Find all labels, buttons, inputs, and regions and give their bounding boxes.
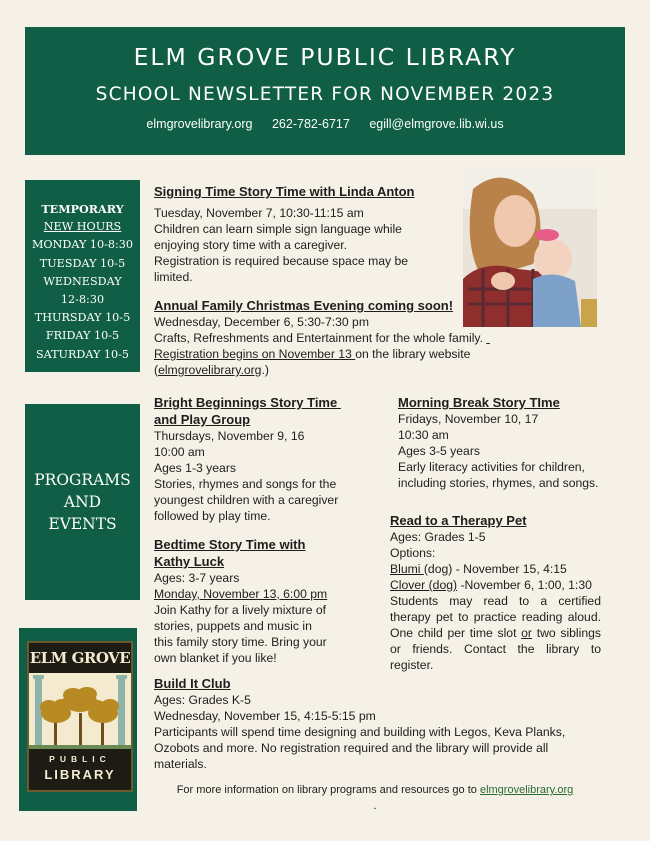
library-title: ELM GROVE PUBLIC LIBRARY <box>133 43 517 71</box>
logo-public-text: PUBLIC <box>49 754 111 764</box>
title-line: Bedtime Story Time with <box>154 537 306 552</box>
body-line: Options: <box>390 546 436 560</box>
website-text[interactable]: elmgrovelibrary.org <box>146 117 253 131</box>
body-line: limited. <box>154 270 193 284</box>
body-line: Ozobots and more. No registration required and the library will provide all <box>154 741 549 755</box>
body-line: Ages 1-3 years <box>154 461 236 475</box>
footer-text: For more information on library programs and resources go to <box>176 784 480 796</box>
therapy-pet-title: Read to a Therapy Pet <box>390 513 527 528</box>
body-line: Monday, November 13, 6:00 pm <box>154 587 328 601</box>
body-text: or <box>521 626 532 640</box>
clover-name: Clover (dog) <box>390 578 458 592</box>
hours-line: 12-8:30 <box>60 293 105 307</box>
footer-website-link[interactable]: elmgrovelibrary.org <box>479 784 574 796</box>
body-line: including stories, rhymes, and songs. <box>398 476 599 490</box>
christmas-body <box>154 314 534 378</box>
bedtime-section <box>154 536 374 666</box>
body-line <box>154 330 534 346</box>
body-text: ( <box>154 363 159 377</box>
tree-icon <box>29 673 131 749</box>
body-text: .) <box>261 363 269 377</box>
hours-line: TUESDAY 10-5 <box>39 256 126 270</box>
hours-line: THURSDAY 10-5 <box>34 311 131 325</box>
bedtime-title <box>154 536 374 570</box>
email-text[interactable]: egill@elmgrove.lib.wi.us <box>369 117 504 131</box>
body-line: 10:00 am <box>154 445 205 459</box>
programs-label-line: AND <box>63 493 102 511</box>
body-line: Students may read to a certified <box>390 594 601 608</box>
build-it-section <box>154 675 614 772</box>
body-line <box>154 362 534 378</box>
body-text: One child per time slot <box>390 626 522 640</box>
body-line: therapy pet to practice reading aloud. <box>390 610 601 624</box>
therapy-pet-body <box>390 529 601 673</box>
body-line <box>154 346 534 362</box>
body-line: 10:30 am <box>398 428 449 442</box>
logo-library-text: LIBRARY <box>44 767 116 782</box>
logo-top-text: ELM GROVE <box>29 643 131 673</box>
bright-beginnings-section <box>154 394 374 524</box>
body-line: own blanket if you like! <box>154 651 277 665</box>
body-line: enjoying story time with a caregiver. <box>154 238 348 252</box>
morning-break-section <box>398 394 618 491</box>
footer-line <box>150 783 600 797</box>
signing-time-section <box>154 183 454 285</box>
title-line: Bright Beginnings Story Time <box>154 395 341 410</box>
logo-bottom <box>29 749 131 790</box>
library-logo <box>19 628 137 811</box>
website-link[interactable]: elmgrovelibrary.org <box>158 363 262 377</box>
signing-time-title: Signing Time Story Time with Linda Anton <box>154 184 415 199</box>
body-line <box>390 625 601 641</box>
body-line: Ages: 3-7 years <box>154 571 240 585</box>
title-line: Kathy Luck <box>154 554 225 569</box>
body-line: Stories, rhymes and songs for the <box>154 477 337 491</box>
title-line: and Play Group <box>154 412 251 427</box>
body-text: -November 6, 1:00, 1:30 <box>457 578 592 592</box>
programs-label-line: EVENTS <box>48 515 117 533</box>
footer <box>150 783 600 813</box>
body-line: or friends. Contact the library to <box>390 642 601 656</box>
body-line: Children can learn simple sign language while <box>154 222 402 236</box>
body-line <box>390 561 601 577</box>
blumi-name: Blumi <box>390 562 424 576</box>
header-banner <box>25 27 625 155</box>
body-line <box>390 577 601 593</box>
body-line: youngest children with a caregiver <box>154 493 339 507</box>
hours-line: FRIDAY 10-5 <box>45 329 120 343</box>
body-line: Thursdays, November 9, 16 <box>154 429 305 443</box>
body-line: Ages: Grades 1-5 <box>390 530 486 544</box>
newsletter-subtitle: SCHOOL NEWSLETTER FOR NOVEMBER 2023 <box>95 84 555 105</box>
body-line: Ages 3-5 years <box>398 444 480 458</box>
hours-line: MONDAY 10-8:30 <box>31 238 134 252</box>
build-it-body <box>154 692 614 772</box>
bright-beginnings-body <box>154 428 374 524</box>
phone-text: 262-782-6717 <box>271 117 350 131</box>
bedtime-body <box>154 570 374 666</box>
body-line: register. <box>390 658 434 672</box>
christmas-section <box>154 297 534 378</box>
body-line: Participants will spend time designing and building with Legos, Keva Planks, <box>154 725 566 739</box>
bright-beginnings-title <box>154 394 374 428</box>
morning-break-body <box>398 411 618 491</box>
footer-dot: . <box>373 800 377 812</box>
hours-subheading: NEW HOURS <box>43 220 122 234</box>
body-line: this family story time. Bring your <box>154 635 327 649</box>
hours-line: SATURDAY 10-5 <box>35 347 130 361</box>
registration-link-text: Registration begins on November 13 <box>154 347 356 361</box>
body-line: followed by play time. <box>154 509 271 523</box>
body-text: Crafts, Refreshments and Entertainment for the whole family. <box>154 331 483 345</box>
hours-line: WEDNESDAY <box>43 274 122 288</box>
programs-label-line: PROGRAMS <box>34 471 131 489</box>
body-line: Ages: Grades K-5 <box>154 693 251 707</box>
hours-box <box>25 180 140 372</box>
body-line: Wednesday, December 6, 5:30-7:30 pm <box>154 315 369 329</box>
hours-heading: TEMPORARY <box>41 202 124 216</box>
body-text: (dog) - November 15, 4:15 <box>423 562 567 576</box>
body-line: Early literacy activities for children, <box>398 460 585 474</box>
signing-time-body <box>154 205 454 285</box>
body-line: Fridays, November 10, 17 <box>398 412 539 426</box>
contact-line <box>25 117 625 131</box>
body-line: Wednesday, November 15, 4:15-5:15 pm <box>154 709 376 723</box>
body-line: Tuesday, November 7, 10:30-11:15 am <box>154 206 364 220</box>
body-line: Registration is required because space may be <box>154 254 409 268</box>
therapy-pet-section <box>390 512 601 673</box>
body-line: stories, puppets and music in <box>154 619 312 633</box>
body-text: on the library website <box>355 347 471 361</box>
programs-events-box <box>25 404 140 600</box>
body-line: materials. <box>154 757 207 771</box>
logo-inner <box>27 641 133 792</box>
build-it-title: Build It Club <box>154 676 231 691</box>
christmas-title: Annual Family Christmas Evening coming soon! <box>154 298 454 313</box>
body-text: two siblings <box>532 626 601 640</box>
morning-break-title: Morning Break Story TIme <box>398 395 560 410</box>
body-line: Join Kathy for a lively mixture of <box>154 603 327 617</box>
